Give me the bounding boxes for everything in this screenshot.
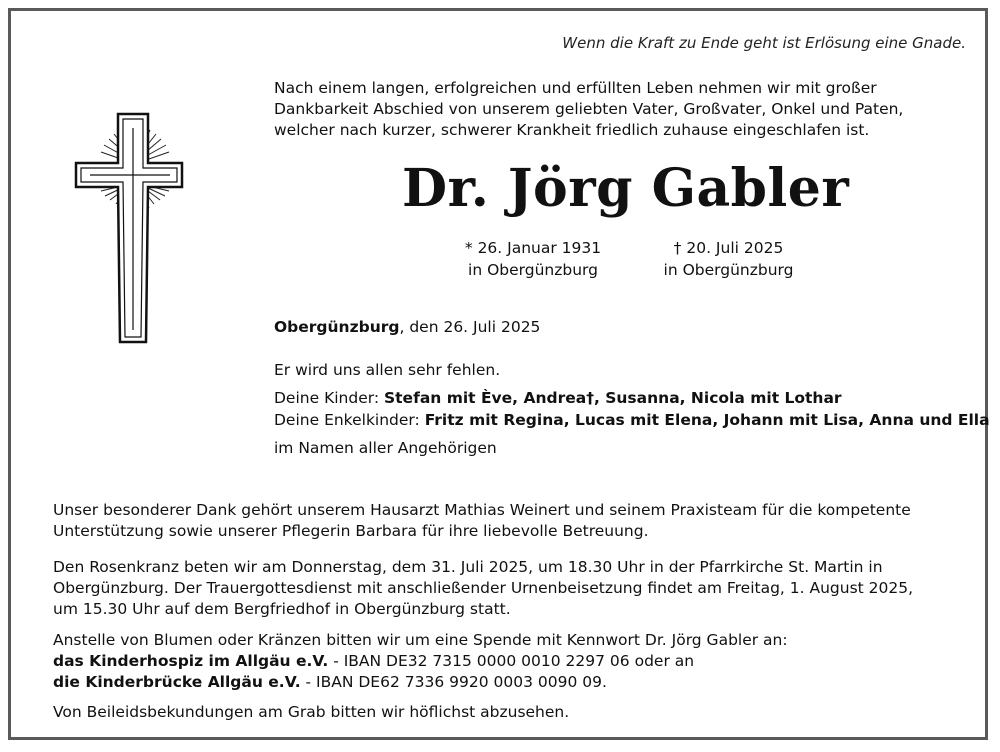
donation-paragraph [53,630,973,693]
donation-line-2 [53,672,973,693]
death-info [656,237,801,281]
service-line: um 15.30 Uhr auf dem Bergfriedhof in Obergünzburg statt. [53,600,511,618]
thanks-line: Unser besonderer Dank gehört unserem Hausarzt Mathias Weinert und seinem Praxisteam für die kompetente [53,501,911,519]
children-names: Stefan mit Ève, Andrea†, Susanna, Nicola mit Lothar [383,389,842,407]
donation-org-2: die Kinderbrücke Allgäu e.V. [53,673,301,691]
grandchildren-names: Fritz mit Regina, Lucas mit Elena, Johann mit Lisa, Anna und Ella [424,411,990,429]
thanks-line: Unterstützung sowie unserer Pflegerin Barbara für ihre liebevolle Betreuung. [53,522,649,540]
cross-outline [76,114,182,342]
thanks-paragraph [53,500,973,542]
children-line [274,389,842,407]
grandchildren-line [274,411,990,429]
death-date: † 20. Juli 2025 [673,239,784,257]
family-text: im Namen aller Angehörigen [274,439,497,457]
donation-iban-1: - IBAN DE32 7315 0000 0010 2297 06 oder an [328,652,695,670]
children-label: Deine Kinder: [274,389,384,407]
cross-icon [70,110,200,350]
donation-iban-2: - IBAN DE62 7336 9920 0003 0090 09. [300,673,607,691]
service-line: Obergünzburg. Der Trauergottesdienst mit anschließender Urnenbeisetzung findet am Freitag, 1. August 2025, [53,579,914,597]
birth-info [458,237,608,281]
deceased-name: Dr. Jörg Gabler [402,158,850,219]
service-paragraph [53,557,973,620]
grandchildren-label: Deine Enkelkinder: [274,411,425,429]
donation-intro: Anstelle von Blumen oder Kränzen bitten wir um eine Spende mit Kennwort Dr. Jörg Gabler an: [53,631,788,649]
intro-text [274,78,974,141]
motto: Wenn die Kraft zu Ende geht ist Erlösung eine Gnade. [562,34,966,52]
place-date [274,318,540,336]
date-text: , den 26. Juli 2025 [399,318,541,336]
missed-text: Er wird uns allen sehr fehlen. [274,361,501,379]
intro-line: welcher nach kurzer, schwerer Krankheit friedlich zuhause eingeschlafen ist. [274,121,870,139]
birth-place: in Obergünzburg [468,261,598,279]
death-place: in Obergünzburg [663,261,794,279]
service-line: Den Rosenkranz beten wir am Donnerstag, dem 31. Juli 2025, um 18.30 Uhr in der Pfarrkirche St. Martin in [53,558,883,576]
birth-date: * 26. Januar 1931 [464,239,602,257]
donation-line-1 [53,651,973,672]
closing-text: Von Beileidsbekundungen am Grab bitten wir höflichst abzusehen. [53,703,570,721]
intro-line: Nach einem langen, erfolgreichen und erfüllten Leben nehmen wir mit großer [274,79,877,97]
place-name: Obergünzburg [274,318,400,336]
donation-org-1: das Kinderhospiz im Allgäu e.V. [53,652,329,670]
intro-line: Dankbarkeit Abschied von unserem geliebten Vater, Großvater, Onkel und Paten, [274,100,904,118]
